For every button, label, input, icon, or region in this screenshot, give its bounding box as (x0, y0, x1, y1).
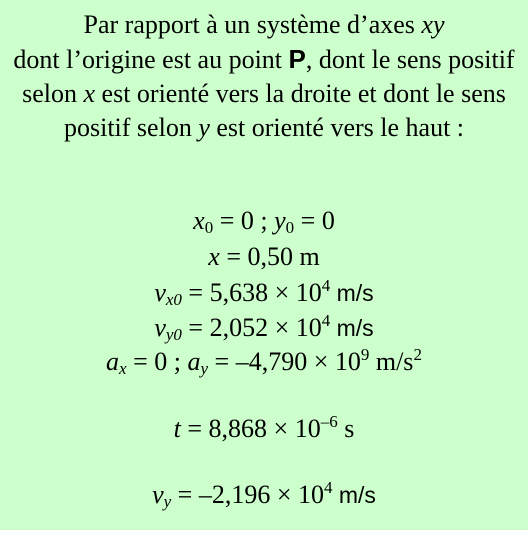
eq5-exponent: 9 (360, 345, 370, 364)
intro-text-3: , dont le sens positif selon (22, 45, 515, 108)
eq6-exponent: –6 (320, 412, 338, 431)
eq7-value: = –2,196 × 10 (171, 480, 324, 509)
eq2-symbol: x (208, 242, 220, 271)
eq6-symbol: t (173, 414, 181, 443)
eq1-x-value: = 0 ; (213, 206, 275, 235)
intro-var-xy: xy (421, 10, 445, 39)
problem-statement (0, 8, 528, 145)
intro-text-2: dont l’origine est au point (13, 45, 289, 74)
eq5-ay-symbol: a (187, 347, 201, 376)
intro-text-5: est orienté vers le haut : (209, 113, 465, 142)
eq5-ay-value: = –4,790 × 10 (208, 347, 361, 376)
eq7-unit: m/s (332, 482, 376, 508)
eq2-value: = 0,50 m (219, 242, 320, 271)
eq5-unit-exponent: 2 (413, 345, 422, 364)
equation-acceleration (0, 347, 528, 377)
eq1-y-symbol: y (274, 206, 286, 235)
eq6-unit: s (337, 414, 355, 443)
eq3-exponent: 4 (321, 276, 331, 295)
eq4-subscript: y0 (165, 325, 182, 344)
intro-point-p: P (288, 44, 306, 74)
intro-var-y: y (198, 113, 210, 142)
eq5-ax-value: = 0 ; (126, 347, 188, 376)
equation-initial-position (0, 206, 528, 236)
eq5-ax-symbol: a (106, 347, 120, 376)
eq3-unit: m/s (330, 280, 374, 306)
eq4-symbol: v (154, 313, 166, 342)
eq5-ax-subscript: x (119, 359, 127, 378)
eq3-subscript: x0 (165, 290, 182, 309)
eq4-exponent: 4 (321, 311, 331, 330)
eq4-unit: m/s (330, 315, 374, 341)
eq4-value: = 2,052 × 10 (181, 313, 322, 342)
eq6-value: = 8,868 × 10 (180, 414, 321, 443)
eq1-x-symbol: x (193, 206, 205, 235)
intro-text-4: est orienté vers la droite et dont le sens positif selon (63, 79, 506, 142)
equation-vy0 (0, 313, 528, 343)
intro-text-1: Par rapport à un système d’axes (83, 10, 422, 39)
eq7-exponent: 4 (323, 478, 333, 497)
eq1-x-subscript: 0 (204, 218, 214, 237)
eq3-value: = 5,638 × 10 (181, 278, 322, 307)
equation-x (0, 242, 528, 272)
eq7-subscript: y (163, 492, 172, 511)
equation-vy (0, 480, 528, 510)
eq1-y-subscript: 0 (285, 218, 295, 237)
eq1-y-value: = 0 (294, 206, 335, 235)
equation-time (0, 414, 528, 444)
intro-var-x: x (83, 79, 96, 108)
eq7-symbol: v (152, 480, 164, 509)
eq3-symbol: v (154, 278, 166, 307)
equation-vx0 (0, 278, 528, 308)
eq5-unit: m/s (369, 347, 414, 376)
eq5-ay-subscript: y (200, 359, 209, 378)
